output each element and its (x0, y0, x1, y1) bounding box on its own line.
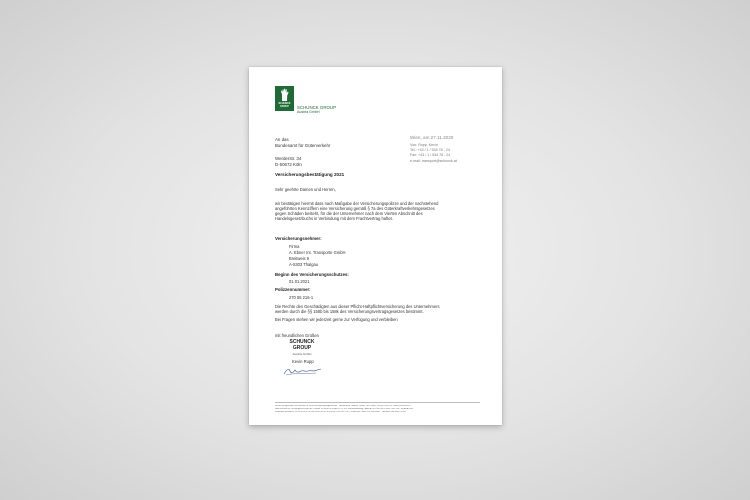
handwritten-signature (283, 366, 323, 376)
greeting: mit freundlichen Grüßen (275, 333, 319, 338)
company-subtitle: Austria GmbH (297, 110, 320, 114)
sender-phone: Tel.: +43 / 1 / 534 78 - 24 (410, 148, 450, 152)
insured-line: A-5303 Thalgau (289, 262, 319, 267)
signature-company-line: SCHUNCK (289, 339, 315, 345)
footer-line: www.schunck.at, Tochtergesellschaft der OSKAR SCHUNCK GmbH & Co. KG, Bankverbindung: IBAN AT94 1200 0423 5465 2565, BIC: BKAUATWW (275, 408, 414, 410)
insured-line: Breitweis 9 (289, 256, 310, 261)
signature-company-line: GROUP (292, 345, 312, 351)
footer-line: Firmenbuchnummer: FN 313476 w, UID ATU64073234, HG Wien, DVR 0627742, GISA-Zahl 26462793, Sitz Wien · Vermittler iSd GewO 1994 (275, 411, 406, 413)
footer-divider (275, 402, 480, 403)
company-name: SCHUNCK GROUP (297, 105, 337, 110)
policy-number-value: 270 55 216-1 (289, 295, 314, 300)
logo-text: SCHUNCK GROUP (278, 102, 291, 108)
body-line: gegen Schäden besteht, für die der Unternehmer nach dem Vierten Abschnitt des (275, 211, 423, 216)
closing-line: Bei Fragen stehen wir jederzeit gerne zur Verfügung und verbleiben (275, 317, 398, 322)
recipient-line: Bundesamt für Güterverkehr (275, 143, 331, 148)
body-line: angeführten Kennziffern eine Versicherung gemäß § 7a des Güterkraftverkehrsgesetzes (275, 206, 435, 211)
closing-line: Die Rechte des Geschädigten aus dieser Pflicht-Haftpflichtversicherung des Unternehmers (275, 304, 440, 309)
recipient-line: Werderstr. 34 (275, 156, 302, 161)
policy-number-label: Polizzennummer: (275, 287, 311, 292)
recipient-line: An das (275, 137, 289, 142)
body-line: Handelsgesetzbuchs in Verbindung mit dem Frachtvertrag haftet. (275, 216, 393, 221)
sender-fax: Fax: +43 / 1 / 534 78 - 24 (410, 153, 451, 157)
sender-name: Von: Rupp, Kevin (410, 143, 438, 147)
signature-company-subtitle: Austria GmbH (292, 352, 312, 356)
letter-date: Wien, am 27.11.2020 (410, 135, 454, 140)
footer-line: Versicherungsmakler und Berater in Versicherungsangelegenheiten · Handelsbad, 8BBSB, Strobl, 1820 Wien, +43(0)1/53478-0, office@schunck.at (275, 405, 411, 407)
body-line: wir bestätigen hiermit dass nach Maßgabe der Versicherungspolizze und der nachstehend (275, 201, 439, 206)
coverage-start-label: Beginn des Versicherungsschutzes: (275, 272, 349, 277)
letter-subject: Versicherungsbestätigung 2021 (275, 172, 345, 177)
company-logo (275, 86, 294, 111)
signatory-name: Kevin Rupp (292, 359, 314, 364)
insured-line: Firma (289, 244, 300, 249)
closing-line: werden durch die §§ 158b bis 158k des Versicherungsvertragsgesetzes bestimmt. (275, 309, 424, 314)
salutation: Sehr geehrte Damen und Herren, (275, 187, 336, 192)
hand-icon (279, 88, 290, 102)
coverage-start-value: 01.01.2021 (289, 279, 310, 284)
sender-email: e-mail: transport@schunck.at (410, 159, 457, 163)
letter-page (249, 67, 502, 425)
insured-line: A. Ebner Int. Transporte GmbH (289, 250, 346, 255)
insured-label: Versicherungsnehmer: (275, 236, 322, 241)
recipient-line: D-50672 Köln (275, 162, 302, 167)
